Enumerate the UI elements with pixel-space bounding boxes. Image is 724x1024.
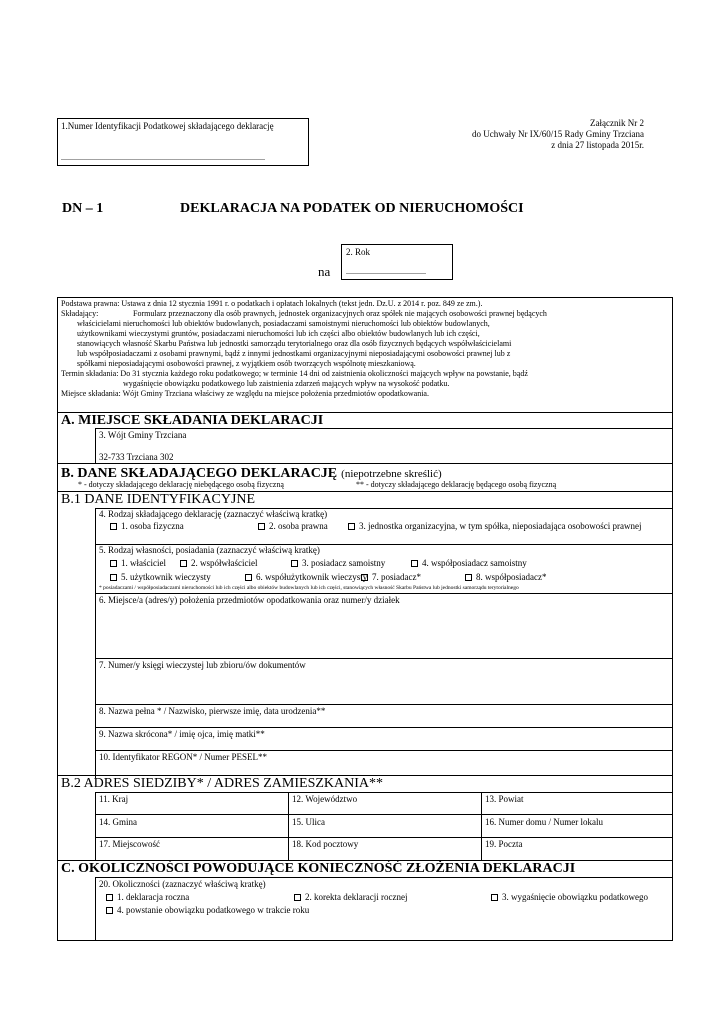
info-deadline: Termin składania: Do 31 stycznia każdego roku podatkowego; w terminie 14 dni od zaistnienia okoliczności mających wpływ na powstanie, bądź bbox=[61, 369, 528, 378]
section-c-title: C. OKOLICZNOŚCI POWODUJĄCE KONIECZNOŚĆ ZŁOŻENIA DEKLARACJI bbox=[61, 861, 576, 876]
year-dots: ........................................ bbox=[346, 267, 426, 276]
field15-label: 15. Ulica bbox=[292, 817, 325, 827]
field20-opt2[interactable] bbox=[294, 892, 407, 903]
info-line7: spółkami nieposiadającymi osobowości prawnej, z wyjątkiem osób tworzących wspólnotę mieszkaniową. bbox=[77, 359, 416, 368]
info-line9: wygaśnięcie obowiązku podatkowego lub zaistnienia zdarzeń mających wpływ na wysokość podatku. bbox=[123, 379, 450, 388]
info-submitter-label: Składający: bbox=[61, 309, 99, 318]
attachment-note bbox=[472, 118, 644, 151]
year-label: 2. Rok bbox=[346, 247, 371, 257]
year-box[interactable] bbox=[341, 244, 453, 280]
field20-opt3[interactable] bbox=[491, 892, 648, 903]
section-a-address: 32-733 Trzciana 302 bbox=[99, 452, 174, 462]
info-legal-basis: Podstawa prawna: Ustawa z dnia 12 stycznia 1991 r. o podatkach i opłatach lokalnych (tekst jedn. Dz.U. z 2014 r. poz. 849 ze zm.). bbox=[61, 299, 483, 308]
field20-opt1-label: 1. deklaracja roczna bbox=[117, 892, 190, 902]
field5-opt1-label: 1. właściciel bbox=[121, 558, 166, 568]
info-line4: użytkownikami wieczystymi gruntów, posiadaczami nieruchomości lub ich części albo obiektów budowlanych lub ich części, bbox=[77, 329, 480, 338]
field4-opt3-label: 3. jednostka organizacyjna, w tym spółka, nieposiadająca osobowości prawnej bbox=[359, 521, 642, 531]
checkbox-icon[interactable] bbox=[110, 574, 117, 581]
field5-opt8[interactable] bbox=[465, 572, 546, 583]
section-b2-title: B.2 ADRES SIEDZIBY* / ADRES ZAMIESZKANIA** bbox=[61, 776, 384, 791]
checkbox-icon[interactable] bbox=[180, 560, 187, 567]
field5-opt5-label: 5. użytkownik wieczysty bbox=[121, 572, 211, 582]
field6-input[interactable] bbox=[96, 607, 672, 657]
section-a-title: A. MIEJSCE SKŁADANIA DEKLARACJI bbox=[61, 413, 324, 428]
checkbox-icon[interactable] bbox=[110, 523, 117, 530]
field20-opt2-label: 2. korekta deklaracji rocznej bbox=[305, 892, 408, 902]
field5-label: 5. Rodzaj własności, posiadania (zaznaczyć właściwą kratkę) bbox=[99, 545, 320, 555]
field20-opt3-label: 3. wygaśnięcie obowiązku podatkowego bbox=[502, 892, 648, 902]
checkbox-icon[interactable] bbox=[106, 894, 113, 901]
section-b-note: (niepotrzebne skreślić) bbox=[341, 468, 442, 480]
info-place: Miejsce składania: Wójt Gminy Trzciana właściwy ze względu na miejsce położenia przedmiotów opodatkowania. bbox=[61, 389, 429, 398]
field5-opt8-label: 8. współposiadacz* bbox=[476, 572, 547, 582]
field5-opt3-label: 3. posiadacz samoistny bbox=[302, 558, 386, 568]
section-b-foot2: ** - dotyczy składającego deklarację będącego osobą fizyczną bbox=[356, 480, 557, 489]
info-line6: lub współposiadaczami z osobami prawnymi, bądź z innymi jednostkami organizacyjnymi nieposiadającymi osobowości prawnej lub z bbox=[77, 349, 511, 358]
attachment-line3: z dnia 27 listopada 2015r. bbox=[551, 140, 644, 150]
info-submitter-text: Formularz przeznaczony dla osób prawnych, jednostek organizacyjnych oraz spółek nie mających osobowości prawnej będących bbox=[133, 309, 547, 318]
checkbox-icon[interactable] bbox=[291, 560, 298, 567]
field5-opt5[interactable] bbox=[110, 572, 211, 583]
field5-opt6-label: 6. współużytkownik wieczysty bbox=[256, 572, 368, 582]
field16-label: 16. Numer domu / Numer lokalu bbox=[485, 817, 603, 827]
checkbox-icon[interactable] bbox=[258, 523, 265, 530]
field5-footnote: * posiadaczami / współposiadaczami nieruchomości lub ich części albo obiektów budowlanych lub ich części, stanowiących własność Skarbu Państwa lub jednostki samorządu terytorialnego bbox=[99, 585, 519, 591]
field5-opt6[interactable] bbox=[245, 572, 367, 583]
form-title: DEKLARACJA NA PODATEK OD NIERUCHOMOŚCI bbox=[180, 201, 524, 216]
field5-opt1[interactable] bbox=[110, 558, 166, 569]
field4-opt2[interactable] bbox=[258, 521, 328, 532]
section-a-label: 3. Wójt Gminy Trzciana bbox=[99, 430, 187, 440]
field9-label: 9. Nazwa skrócona* / imię ojca, imię matki** bbox=[99, 729, 265, 739]
field6-label: 6. Miejsce/a (adres/y) położenia przedmiotów opodatkowania oraz numer/y działek bbox=[99, 595, 400, 605]
attachment-line1: Załącznik Nr 2 bbox=[590, 118, 644, 128]
checkbox-icon[interactable] bbox=[245, 574, 252, 581]
field8-label: 8. Nazwa pełna * / Nazwisko, pierwsze imię, data urodzenia** bbox=[99, 706, 326, 716]
checkbox-icon[interactable] bbox=[110, 560, 117, 567]
field5-opt4-label: 4. współposiadacz samoistny bbox=[422, 558, 527, 568]
field20-opt1[interactable] bbox=[106, 892, 189, 903]
section-b-title: B. DANE SKŁADAJĄCEGO DEKLARACJĘ bbox=[61, 466, 338, 481]
field13-label: 13. Powiat bbox=[485, 794, 524, 804]
info-block bbox=[61, 299, 669, 399]
checkbox-icon[interactable] bbox=[294, 894, 301, 901]
year-prefix: na bbox=[318, 264, 331, 279]
field5-opt3[interactable] bbox=[291, 558, 385, 569]
nip-label: 1.Numer Identyfikacji Podatkowej składającego deklarację bbox=[61, 121, 274, 131]
field19-label: 19. Poczta bbox=[485, 839, 523, 849]
field4-opt2-label: 2. osoba prawna bbox=[269, 521, 328, 531]
field5-opt2[interactable] bbox=[180, 558, 258, 569]
info-line3: właścicielami nieruchomości lub obiektów budowlanych, posiadaczami samoistnymi nieruchomości lub obiektów budowlanych, bbox=[77, 319, 490, 328]
field14-label: 14. Gmina bbox=[99, 817, 137, 827]
field7-input[interactable] bbox=[96, 672, 672, 702]
checkbox-icon[interactable] bbox=[106, 907, 113, 914]
field12-label: 12. Województwo bbox=[292, 794, 358, 804]
field17-label: 17. Miejscowość bbox=[99, 839, 160, 849]
field4-opt1-label: 1. osoba fizyczna bbox=[121, 521, 184, 531]
field20-label: 20. Okoliczności (zaznaczyć właściwą kratkę) bbox=[99, 879, 266, 889]
field18-label: 18. Kod pocztowy bbox=[292, 839, 359, 849]
info-line5: stanowiących własność Skarbu Państwa lub jednostki samorządu terytorialnego oraz dla osób fizycznych będących współwłaścicielami bbox=[77, 339, 512, 348]
nip-box[interactable] bbox=[57, 118, 309, 166]
attachment-line2: do Uchwały Nr IX/60/15 Rady Gminy Trzciana bbox=[472, 129, 644, 139]
checkbox-icon[interactable] bbox=[491, 894, 498, 901]
checkbox-icon[interactable] bbox=[361, 574, 368, 581]
section-b-foot1: * - dotyczy składającego deklarację niebędącego osobą fizyczną bbox=[78, 480, 284, 489]
field5-opt2-label: 2. współwłaściciel bbox=[191, 558, 258, 568]
field10-label: 10. Identyfikator REGON* / Numer PESEL** bbox=[99, 752, 267, 762]
field5-opt4[interactable] bbox=[411, 558, 527, 569]
nip-dots: ...................................................................................................... bbox=[61, 153, 265, 162]
field7-label: 7. Numer/y księgi wieczystej lub zbioru/ów dokumentów bbox=[99, 660, 306, 670]
checkbox-icon[interactable] bbox=[411, 560, 418, 567]
field20-opt4-label: 4. powstanie obowiązku podatkowego w trakcie roku bbox=[117, 905, 310, 915]
field5-opt7-label: 7. posiadacz* bbox=[372, 572, 421, 582]
checkbox-icon[interactable] bbox=[465, 574, 472, 581]
checkbox-icon[interactable] bbox=[348, 523, 355, 530]
field11-label: 11. Kraj bbox=[99, 794, 129, 804]
field4-opt1[interactable] bbox=[110, 521, 184, 532]
field4-opt3[interactable] bbox=[348, 521, 642, 532]
field20-opt4[interactable] bbox=[106, 905, 309, 916]
section-b1-title: B.1 DANE IDENTYFIKACYJNE bbox=[61, 492, 256, 507]
field5-opt7[interactable] bbox=[361, 572, 421, 583]
field4-label: 4. Rodzaj składającego deklarację (zaznaczyć właściwą kratkę) bbox=[99, 509, 328, 519]
form-code: DN – 1 bbox=[62, 201, 104, 216]
